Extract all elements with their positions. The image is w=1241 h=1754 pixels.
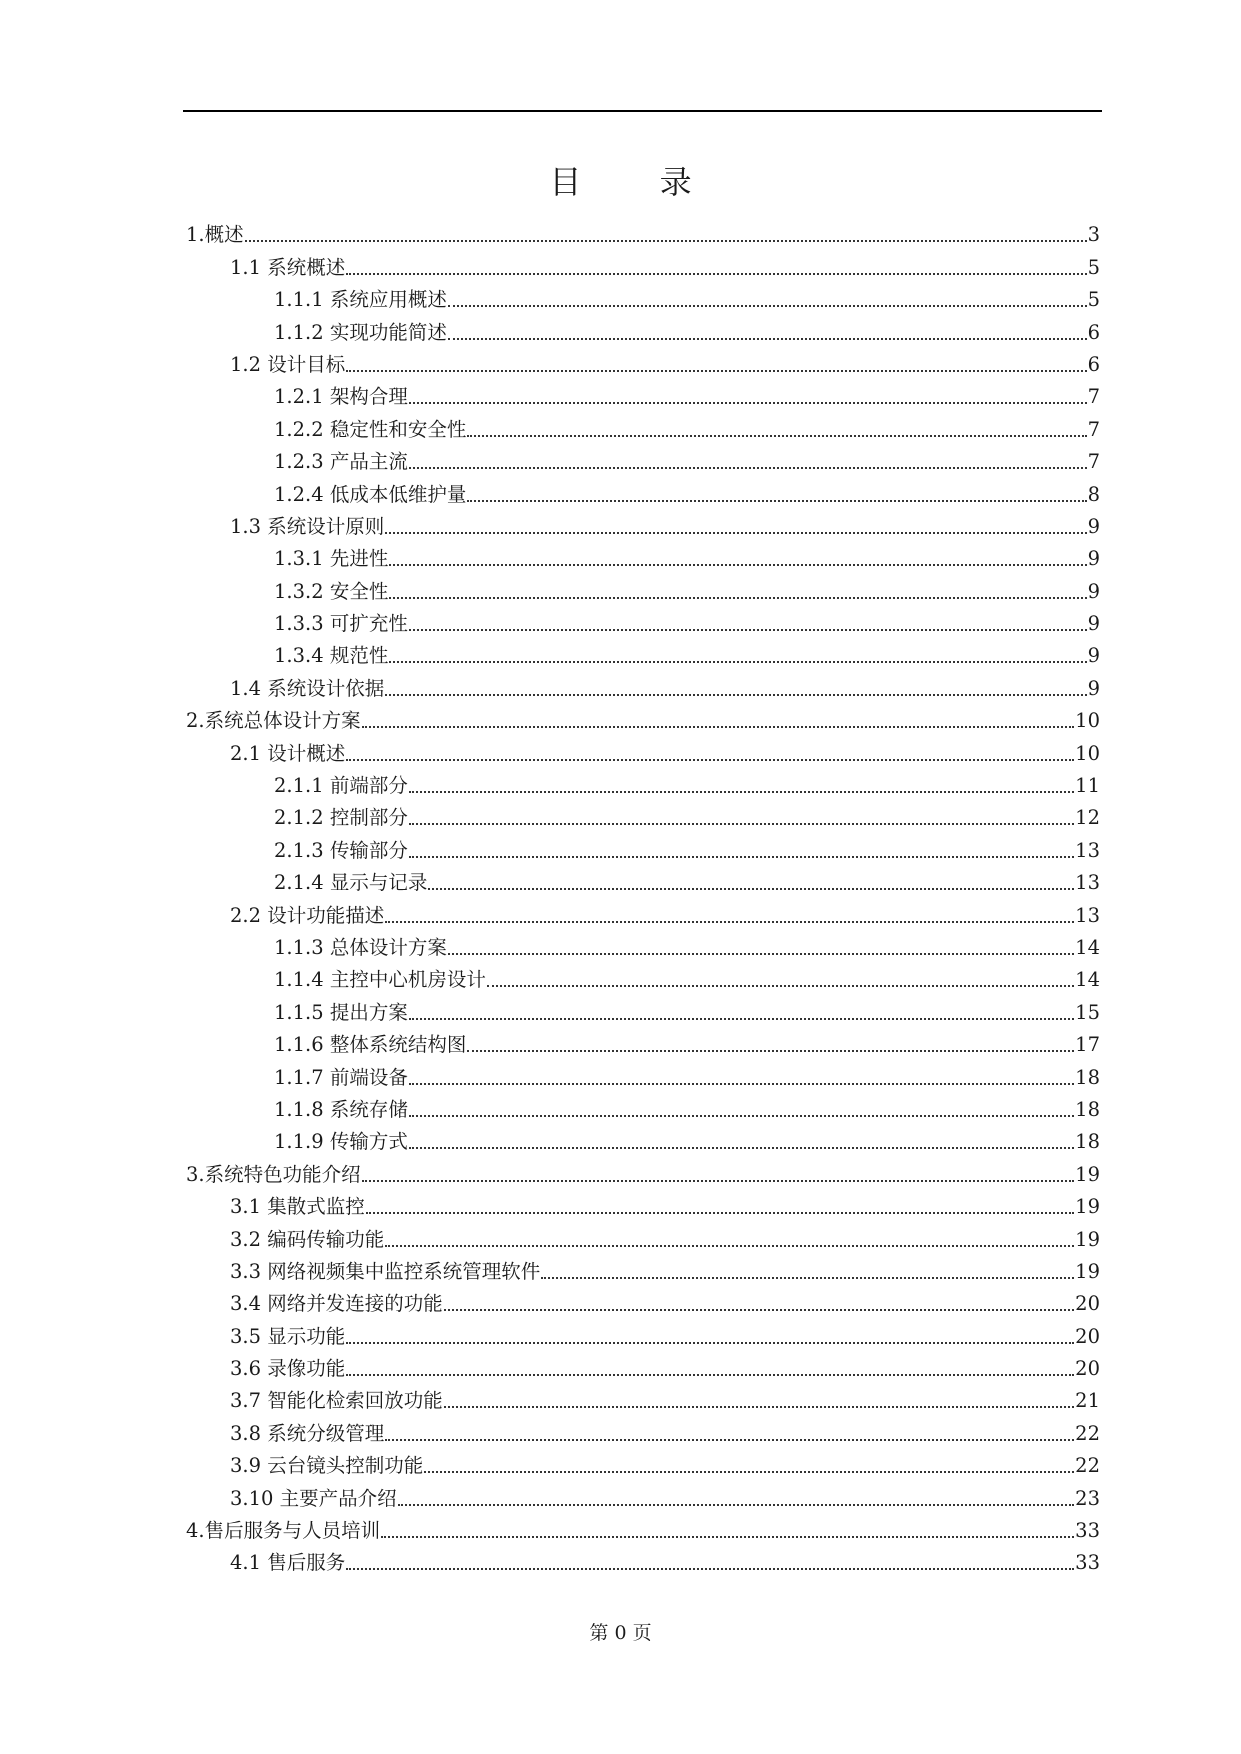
toc-entry-page-number: 9 (1087, 579, 1100, 603)
toc-dot-leader (409, 791, 1074, 793)
toc-entry-label: 1.1 系统概述 (230, 255, 346, 279)
toc-entry-label: 2.1 设计概述 (230, 741, 346, 765)
toc-entry[interactable] (186, 605, 1100, 637)
toc-dot-leader (346, 273, 1086, 275)
toc-entry[interactable] (186, 961, 1100, 993)
toc-entry[interactable] (186, 767, 1100, 799)
toc-entry-page-number: 15 (1075, 1000, 1100, 1024)
toc-entry-page-number: 6 (1087, 320, 1100, 344)
toc-dot-leader (346, 1342, 1074, 1344)
toc-entry-label: 1.2 设计目标 (230, 352, 346, 376)
toc-entry-page-number: 19 (1075, 1195, 1100, 1219)
toc-entry-label: 3.2 编码传输功能 (230, 1227, 385, 1251)
toc-entry-page-number: 3 (1087, 223, 1100, 247)
toc-entry-page-number: 17 (1075, 1033, 1100, 1057)
toc-entry-page-number: 5 (1087, 255, 1100, 279)
toc-entry[interactable] (186, 410, 1100, 442)
toc-entry-page-number: 13 (1075, 838, 1100, 862)
toc-entry-page-number: 19 (1075, 1162, 1100, 1186)
toc-entry-page-number: 9 (1087, 644, 1100, 668)
toc-entry[interactable] (186, 864, 1100, 896)
toc-entry[interactable] (186, 1058, 1100, 1090)
toc-entry[interactable] (186, 281, 1100, 313)
toc-entry-page-number: 21 (1075, 1389, 1100, 1413)
toc-entry-page-number: 20 (1075, 1357, 1100, 1381)
toc-entry-page-number: 18 (1075, 1065, 1100, 1089)
toc-entry-page-number: 7 (1087, 385, 1100, 409)
toc-entry-label: 1.1.3 总体设计方案 (274, 935, 447, 959)
toc-list (186, 216, 1100, 1576)
toc-dot-leader (409, 467, 1087, 469)
toc-entry-label: 2.1.2 控制部分 (274, 806, 408, 830)
toc-entry-page-number: 22 (1075, 1421, 1100, 1445)
toc-entry-page-number: 10 (1075, 741, 1100, 765)
toc-entry-page-number: 9 (1087, 547, 1100, 571)
toc-entry[interactable] (186, 443, 1100, 475)
toc-dot-leader (409, 1115, 1074, 1117)
toc-dot-leader (385, 532, 1086, 534)
header-rule (183, 110, 1102, 112)
toc-dot-leader (385, 921, 1074, 923)
toc-entry-page-number: 12 (1075, 806, 1100, 830)
toc-entry[interactable] (186, 1382, 1100, 1414)
toc-entry-page-number: 19 (1075, 1227, 1100, 1251)
toc-entry-page-number: 22 (1075, 1454, 1100, 1478)
toc-entry-page-number: 9 (1087, 612, 1100, 636)
toc-dot-leader (409, 1147, 1074, 1149)
toc-entry[interactable] (186, 475, 1100, 507)
toc-dot-leader (541, 1277, 1074, 1279)
toc-entry-label: 1.3 系统设计原则 (230, 514, 385, 538)
toc-dot-leader (487, 985, 1074, 987)
toc-title: 目 录 (549, 163, 726, 201)
toc-dot-leader (245, 240, 1087, 242)
toc-entry-label: 1.3.4 规范性 (274, 644, 389, 668)
toc-entry[interactable] (186, 1253, 1100, 1285)
toc-entry[interactable] (186, 1220, 1100, 1252)
toc-entry-label: 2.1.1 前端部分 (274, 774, 408, 798)
toc-dot-leader (398, 1504, 1075, 1506)
toc-entry[interactable] (186, 378, 1100, 410)
toc-dot-leader (385, 694, 1086, 696)
toc-dot-leader (346, 1568, 1074, 1570)
toc-dot-leader (346, 759, 1074, 761)
toc-entry-label: 3.系统特色功能介绍 (186, 1162, 361, 1186)
toc-dot-leader (409, 856, 1074, 858)
toc-dot-leader (448, 338, 1087, 340)
toc-entry[interactable] (186, 1447, 1100, 1479)
toc-entry-label: 3.1 集散式监控 (230, 1195, 365, 1219)
toc-entry[interactable] (186, 216, 1100, 248)
toc-dot-leader (385, 1439, 1074, 1441)
toc-entry-label: 1.1.5 提出方案 (274, 1000, 408, 1024)
toc-dot-leader (444, 1406, 1074, 1408)
toc-dot-leader (385, 1245, 1074, 1247)
toc-entry-label: 3.3 网络视频集中监控系统管理软件 (230, 1259, 541, 1283)
toc-dot-leader (467, 1050, 1074, 1052)
toc-entry-label: 3.8 系统分级管理 (230, 1421, 385, 1445)
toc-entry-label: 1.1.1 系统应用概述 (274, 288, 447, 312)
toc-entry-label: 2.2 设计功能描述 (230, 903, 385, 927)
toc-entry-page-number: 13 (1075, 871, 1100, 895)
toc-dot-leader (346, 370, 1086, 372)
toc-entry[interactable] (186, 1317, 1100, 1349)
toc-dot-leader (444, 1309, 1074, 1311)
toc-entry[interactable] (186, 1285, 1100, 1317)
toc-entry-label: 1.3.2 安全性 (274, 579, 389, 603)
toc-entry-label: 3.5 显示功能 (230, 1324, 346, 1348)
toc-entry-label: 1.3.3 可扩充性 (274, 612, 408, 636)
toc-entry-label: 1.2.4 低成本低维护量 (274, 482, 467, 506)
toc-entry-page-number: 18 (1075, 1130, 1100, 1154)
toc-dot-leader (409, 629, 1087, 631)
toc-entry-page-number: 13 (1075, 903, 1100, 927)
toc-entry-label: 3.4 网络并发连接的功能 (230, 1292, 443, 1316)
toc-entry-label: 1.2.3 产品主流 (274, 450, 408, 474)
toc-entry-page-number: 9 (1087, 676, 1100, 700)
toc-dot-leader (389, 597, 1086, 599)
toc-dot-leader (389, 564, 1086, 566)
toc-entry-page-number: 5 (1087, 288, 1100, 312)
toc-dot-leader (467, 500, 1086, 502)
toc-entry-label: 1.3.1 先进性 (274, 547, 389, 571)
toc-entry-page-number: 20 (1075, 1292, 1100, 1316)
toc-dot-leader (448, 953, 1074, 955)
toc-entry-page-number: 19 (1075, 1259, 1100, 1283)
toc-entry[interactable] (186, 831, 1100, 863)
toc-entry-page-number: 33 (1075, 1519, 1100, 1543)
toc-dot-leader (362, 726, 1075, 728)
toc-entry[interactable] (186, 508, 1100, 540)
toc-dot-leader (409, 823, 1074, 825)
toc-entry-page-number: 20 (1075, 1324, 1100, 1348)
toc-dot-leader (409, 1018, 1074, 1020)
toc-entry-page-number: 9 (1087, 514, 1100, 538)
toc-entry-label: 2.1.4 显示与记录 (274, 871, 428, 895)
toc-entry-page-number: 7 (1087, 417, 1100, 441)
toc-entry-page-number: 33 (1075, 1551, 1100, 1575)
toc-entry-page-number: 11 (1075, 774, 1100, 798)
toc-entry[interactable] (186, 929, 1100, 961)
toc-entry-label: 4.售后服务与人员培训 (186, 1519, 381, 1543)
toc-dot-leader (424, 1471, 1074, 1473)
toc-entry[interactable] (186, 540, 1100, 572)
toc-entry[interactable] (186, 1155, 1100, 1187)
toc-entry-label: 1.1.7 前端设备 (274, 1065, 408, 1089)
toc-entry-label: 3.10 主要产品介绍 (230, 1486, 397, 1510)
toc-dot-leader (409, 1083, 1074, 1085)
toc-entry-label: 1.4 系统设计依据 (230, 676, 385, 700)
toc-entry-label: 3.6 录像功能 (230, 1357, 346, 1381)
toc-entry[interactable] (186, 1350, 1100, 1382)
toc-dot-leader (467, 435, 1086, 437)
toc-dot-leader (409, 402, 1087, 404)
toc-entry[interactable] (186, 1091, 1100, 1123)
page-footer: 第 0 页 (589, 1622, 652, 1644)
toc-entry-label: 1.1.6 整体系统结构图 (274, 1033, 467, 1057)
toc-entry[interactable] (186, 1544, 1100, 1576)
toc-entry-label: 1.2.1 架构合理 (274, 385, 408, 409)
toc-dot-leader (428, 888, 1074, 890)
toc-entry-label: 1.概述 (186, 223, 244, 247)
toc-dot-leader (448, 305, 1087, 307)
toc-entry-page-number: 8 (1087, 482, 1100, 506)
toc-entry-label: 2.1.3 传输部分 (274, 838, 408, 862)
toc-entry[interactable] (186, 1123, 1100, 1155)
toc-entry-page-number: 6 (1087, 352, 1100, 376)
toc-entry[interactable] (186, 1512, 1100, 1544)
toc-dot-leader (389, 661, 1086, 663)
toc-entry-label: 1.1.9 传输方式 (274, 1130, 408, 1154)
toc-entry[interactable] (186, 993, 1100, 1025)
toc-entry[interactable] (186, 799, 1100, 831)
toc-entry-label: 1.1.8 系统存储 (274, 1097, 408, 1121)
toc-entry-page-number: 23 (1075, 1486, 1100, 1510)
toc-entry-page-number: 14 (1075, 935, 1100, 959)
toc-entry-page-number: 18 (1075, 1097, 1100, 1121)
toc-entry[interactable] (186, 637, 1100, 669)
toc-entry[interactable] (186, 896, 1100, 928)
toc-entry[interactable] (186, 1414, 1100, 1446)
toc-entry[interactable] (186, 702, 1100, 734)
toc-entry[interactable] (186, 313, 1100, 345)
toc-entry[interactable] (186, 1026, 1100, 1058)
toc-entry-label: 1.2.2 稳定性和安全性 (274, 417, 467, 441)
toc-entry[interactable] (186, 572, 1100, 604)
toc-entry-label: 1.1.4 主控中心机房设计 (274, 968, 486, 992)
toc-entry[interactable] (186, 1479, 1100, 1511)
toc-entry[interactable] (186, 734, 1100, 766)
toc-entry-page-number: 10 (1075, 709, 1100, 733)
toc-dot-leader (366, 1212, 1074, 1214)
toc-entry-label: 2.系统总体设计方案 (186, 709, 361, 733)
toc-entry[interactable] (186, 346, 1100, 378)
toc-entry[interactable] (186, 248, 1100, 280)
toc-dot-leader (346, 1374, 1074, 1376)
toc-dot-leader (362, 1180, 1075, 1182)
toc-entry-page-number: 14 (1075, 968, 1100, 992)
toc-entry-label: 3.9 云台镜头控制功能 (230, 1454, 424, 1478)
toc-entry-label: 3.7 智能化检索回放功能 (230, 1389, 443, 1413)
toc-entry[interactable] (186, 1188, 1100, 1220)
toc-entry-label: 4.1 售后服务 (230, 1551, 346, 1575)
toc-entry-label: 1.1.2 实现功能简述 (274, 320, 447, 344)
toc-dot-leader (381, 1536, 1074, 1538)
toc-entry-page-number: 7 (1087, 450, 1100, 474)
toc-entry[interactable] (186, 669, 1100, 701)
